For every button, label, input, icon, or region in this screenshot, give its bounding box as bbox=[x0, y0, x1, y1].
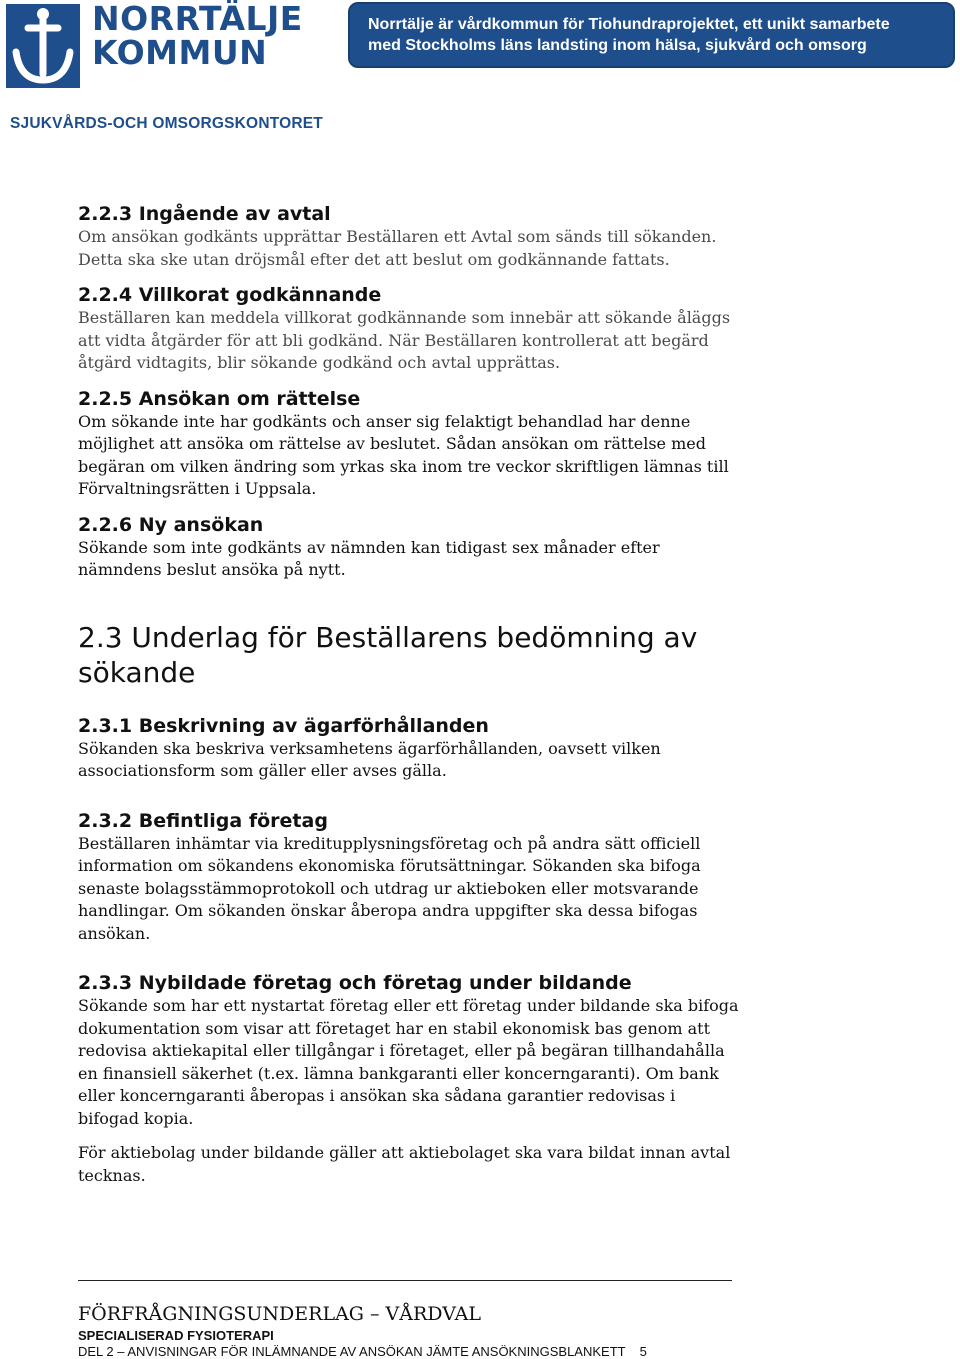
paragraph-line: Sökande som inte godkänts av nämnden kan tidigast sex månader efter bbox=[78, 537, 660, 557]
section-2-2-5 bbox=[78, 387, 778, 501]
paragraph-line: Beställaren inhämtar via kreditupplysningsföretag och på andra sätt officiell bbox=[78, 833, 701, 853]
logo-wordmark bbox=[92, 2, 303, 70]
section-2-3-3 bbox=[78, 971, 778, 1187]
paragraph-line: Sökanden ska beskriva verksamhetens ägarförhållanden, oavsett vilken bbox=[78, 738, 661, 758]
paragraph-line: dokumentation som visar att företaget har en stabil ekonomisk bas genom att bbox=[78, 1018, 711, 1038]
paragraph-line: nämndens beslut ansöka på nytt. bbox=[78, 560, 346, 579]
section-heading: 2.3.2 Befintliga företag bbox=[78, 809, 328, 832]
page-number: 5 bbox=[639, 1344, 647, 1359]
section-2-3-1 bbox=[78, 714, 778, 783]
paragraph-line: senaste bolagsstämmoprotokoll och utdrag ur aktieboken eller motsvarande bbox=[78, 878, 699, 898]
banner-line-2: med Stockholms läns landsting inom hälsa, sjukvård och omsorg bbox=[368, 37, 867, 54]
document-body bbox=[78, 202, 778, 1187]
footer-title: FÖRFRÅGNINGSUNDERLAG – VÅRDVAL bbox=[78, 1303, 481, 1325]
paragraph-line: Förvaltningsrätten i Uppsala. bbox=[78, 479, 317, 498]
section-heading: 2.3.3 Nybildade företag och företag under bildande bbox=[78, 972, 632, 994]
paragraph-line: ansökan. bbox=[78, 923, 151, 943]
header-banner bbox=[348, 2, 955, 68]
section-heading: 2.3.1 Beskrivning av ägarförhållanden bbox=[78, 714, 489, 737]
municipality-logo bbox=[0, 0, 303, 90]
paragraph-line: möjlighet att ansöka om rättelse av beslutet. Sådan ansökan om rättelse med bbox=[78, 434, 706, 453]
logo-line-1: NORRTÄLJE bbox=[92, 0, 303, 38]
paragraph-line: För aktiebolag under bildande gäller att aktiebolaget ska vara bildat innan avtal bbox=[78, 1143, 731, 1162]
footer-subtitle: SPECIALISERAD FYSIOTERAPI bbox=[78, 1328, 274, 1343]
paragraph-line: tecknas. bbox=[78, 1165, 146, 1185]
section-2-2-6 bbox=[78, 513, 778, 582]
paragraph-line: handlingar. Om sökanden önskar åberopa andra uppgifter ska dessa bifogas bbox=[78, 901, 698, 920]
anchor-emblem-icon bbox=[4, 2, 82, 90]
section-heading: 2.2.4 Villkorat godkännande bbox=[78, 284, 382, 306]
paragraph-line: redovisa aktiekapital eller tillgångar i företaget, eller på begäran tillhandahålla bbox=[78, 1041, 725, 1060]
footer-part-line bbox=[78, 1344, 647, 1359]
paragraph-line: åtgärd vidtagits, blir sökande godkänd och avtal upprättas. bbox=[78, 353, 561, 372]
paragraph-line: Sökande som har ett nystartat företag eller ett företag under bildande ska bifoga bbox=[78, 996, 739, 1015]
section-heading: 2.2.6 Ny ansökan bbox=[78, 513, 264, 536]
paragraph-line: Om ansökan godkänts upprättar Beställaren ett Avtal som sänds till sökanden. bbox=[78, 227, 717, 246]
paragraph-line: att vidta åtgärder för att bli godkänd. När Beställaren kontrollerat att begärd bbox=[78, 330, 709, 350]
paragraph-line: Detta ska ske utan dröjsmål efter det att beslut om godkännande fattats. bbox=[78, 249, 670, 269]
office-name: SJUKVÅRDS-OCH OMSORGSKONTORET bbox=[10, 115, 323, 132]
paragraph-line: Om sökande inte har godkänts och anser sig felaktigt behandlad har denne bbox=[78, 411, 691, 431]
section-heading: 2.2.3 Ingående av avtal bbox=[78, 203, 331, 225]
banner-line-1: Norrtälje är vårdkommun för Tiohundraprojektet, ett unikt samarbete bbox=[368, 16, 890, 33]
logo-line-2: KOMMUN bbox=[92, 33, 268, 72]
chapter-heading-line-1: 2.3 Underlag för Beställarens bedömning av bbox=[78, 620, 698, 654]
footer-divider bbox=[78, 1280, 732, 1281]
section-2-3-2 bbox=[78, 809, 778, 946]
paragraph-line: begäran om vilken ändring som yrkas ska inom tre veckor skriftligen lämnas till bbox=[78, 456, 729, 476]
paragraph-line: information om sökandens ekonomiska förutsättningar. Sökanden ska bifoga bbox=[78, 856, 701, 875]
section-heading: 2.2.5 Ansökan om rättelse bbox=[78, 387, 361, 410]
chapter-heading-line-2: sökande bbox=[78, 655, 196, 689]
paragraph-line: en finansiell säkerhet (t.ex. lämna bankgaranti eller koncerngaranti). Om bank bbox=[78, 1063, 719, 1083]
paragraph-line: associationsform som gäller eller avses gälla. bbox=[78, 761, 447, 780]
section-2-2-4 bbox=[78, 283, 778, 375]
paragraph-line: bifogad kopia. bbox=[78, 1108, 194, 1128]
section-2-2-3 bbox=[78, 202, 778, 271]
paragraph-line: Beställaren kan meddela villkorat godkännande som innebär att sökande åläggs bbox=[78, 308, 731, 327]
footer-part-text: DEL 2 – ANVISNINGAR FÖR INLÄMNANDE AV ANSÖKAN JÄMTE ANSÖKNINGSBLANKETT bbox=[78, 1344, 626, 1359]
section-2-3 bbox=[78, 620, 778, 690]
paragraph-line: eller koncerngaranti åberopas i ansökan ska sådana garantier redovisas i bbox=[78, 1086, 676, 1105]
